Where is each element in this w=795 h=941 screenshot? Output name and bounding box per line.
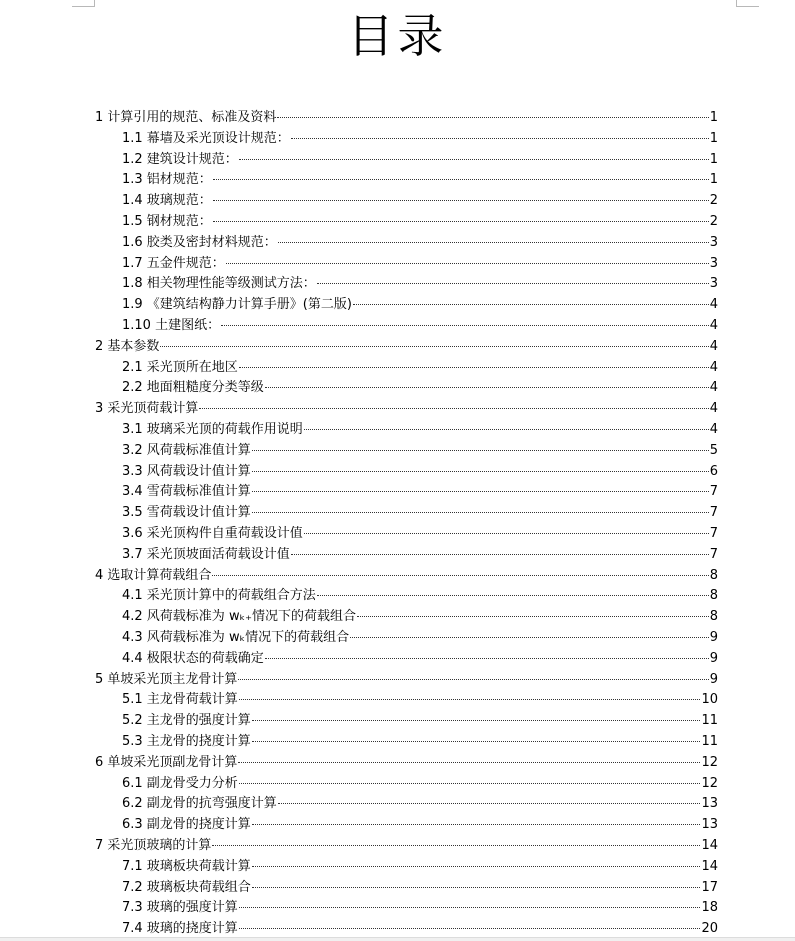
- toc-entry-title: 1.5 钢材规范：: [122, 214, 212, 229]
- toc-entry-section[interactable]: [122, 815, 718, 836]
- toc-entry-section[interactable]: [122, 254, 718, 275]
- toc-entry-section[interactable]: [122, 545, 718, 566]
- toc-entry-title: 6.3 副龙骨的挠度计算: [122, 817, 251, 833]
- toc-dot-leader: [252, 824, 701, 825]
- toc-page-number: 7: [709, 484, 718, 500]
- toc-entry-section[interactable]: [122, 711, 718, 732]
- toc-dot-leader: [239, 907, 701, 908]
- toc-entry-title: 3.3 风荷载设计值计算: [122, 463, 251, 479]
- toc-dot-leader: [278, 242, 709, 243]
- toc-page-number: 8: [709, 567, 718, 583]
- toc-entry-section[interactable]: [122, 857, 718, 878]
- toc-page-number: 3: [709, 255, 718, 271]
- toc-entry-title: 3 采光顶荷载计算: [95, 401, 199, 417]
- toc-dot-leader: [291, 554, 709, 555]
- toc-dot-leader: [353, 304, 709, 305]
- toc-entry-section[interactable]: [122, 898, 718, 919]
- toc-entry-title: 7.2 玻璃板块荷载组合: [122, 879, 251, 895]
- toc-dot-leader: [252, 741, 701, 742]
- toc-dot-leader: [252, 512, 709, 513]
- toc-entry-title: 4.1 采光顶计算中的荷载组合方法: [122, 588, 316, 604]
- toc-entry-section[interactable]: [122, 129, 718, 150]
- toc-dot-leader: [239, 699, 701, 700]
- toc-dot-leader: [239, 159, 709, 160]
- toc-entry-section[interactable]: [122, 295, 718, 316]
- toc-entry-section[interactable]: [122, 503, 718, 524]
- toc-dot-leader: [357, 616, 709, 617]
- toc-dot-leader: [213, 200, 709, 201]
- toc-entry-section[interactable]: [122, 191, 718, 212]
- toc-dot-leader: [252, 866, 701, 867]
- toc-dot-leader: [291, 138, 709, 139]
- toc-page-number: 7: [709, 505, 718, 521]
- page-title: 目录: [347, 9, 448, 63]
- toc-page-number: 9: [709, 671, 718, 687]
- toc-entry-title: 5.3 主龙骨的挠度计算: [122, 734, 251, 749]
- toc-entry-title: 1.7 五金件规范：: [122, 255, 225, 271]
- toc-entry-section[interactable]: [122, 919, 718, 940]
- toc-entry-section[interactable]: [122, 150, 718, 171]
- toc-page-number: 7: [709, 526, 718, 541]
- toc-dot-leader: [212, 845, 700, 846]
- toc-entry-title: 3.5 雪荷载设计值计算: [122, 505, 251, 521]
- toc-entry-title: 1.1 幕墙及采光顶设计规范：: [122, 130, 290, 146]
- toc-dot-leader: [221, 325, 709, 326]
- toc-page-number: 1: [709, 172, 718, 188]
- toc-entry-title: 1.9 《建筑结构静力计算手册》(第二版): [122, 297, 352, 313]
- toc-entry-title: 1.8 相关物理性能等级测试方法：: [122, 276, 316, 292]
- toc-entry-section[interactable]: [122, 649, 718, 670]
- toc-dot-leader: [252, 471, 709, 472]
- toc-entry-title: 5 单坡采光顶主龙骨计算: [95, 671, 238, 687]
- toc-dot-leader: [278, 803, 701, 804]
- toc-entry-title: 6.1 副龙骨受力分析: [122, 775, 238, 791]
- toc-entry-section[interactable]: [122, 690, 718, 711]
- toc-entry-title: 2.2 地面粗糙度分类等级: [122, 380, 264, 396]
- toc-page-number: 4: [709, 338, 718, 354]
- toc-dot-leader: [212, 575, 708, 576]
- toc-dot-leader: [317, 283, 709, 284]
- toc-dot-leader: [304, 533, 709, 534]
- toc-dot-leader: [160, 346, 708, 347]
- toc-entry-title: 7.3 玻璃的强度计算: [122, 900, 238, 916]
- toc-dot-leader: [265, 387, 709, 388]
- toc-page-number: 13: [701, 796, 718, 812]
- toc-dot-leader: [350, 637, 709, 638]
- toc-page-number: 3: [709, 276, 718, 292]
- toc-page-number: 1: [709, 151, 718, 167]
- toc-dot-leader: [252, 491, 709, 492]
- toc-dot-leader: [252, 887, 701, 888]
- toc-page-number: 12: [701, 754, 718, 770]
- toc-entry-section[interactable]: [122, 420, 718, 441]
- toc-page-number: 3: [709, 234, 718, 250]
- toc-page-number: 14: [701, 858, 718, 874]
- toc-page-number: 4: [709, 401, 718, 417]
- toc-entry-title: 4.2 风荷载标准为 wₖ₊情况下的荷载组合: [122, 609, 356, 625]
- toc-entry-section[interactable]: [122, 274, 718, 295]
- toc-page-number: 14: [701, 838, 718, 853]
- toc-entry-title: 3.2 风荷载标准值计算: [122, 442, 251, 458]
- toc-dot-leader: [252, 450, 709, 451]
- toc-entry-title: 3.6 采光顶构件自重荷载设计值: [122, 526, 303, 541]
- toc-entry-title: 6 单坡采光顶副龙骨计算: [95, 754, 238, 770]
- toc-entry-section[interactable]: [122, 462, 718, 483]
- toc-entry-title: 2.1 采光顶所在地区: [122, 359, 238, 375]
- toc-entry-chapter[interactable]: [95, 108, 718, 129]
- toc-entry-title: 6.2 副龙骨的抗弯强度计算: [122, 796, 277, 812]
- toc-page-number: 11: [701, 713, 718, 729]
- toc-dot-leader: [199, 408, 708, 409]
- toc-entry-section[interactable]: [122, 878, 718, 899]
- toc-entry-section[interactable]: [122, 378, 718, 399]
- toc-entry-chapter[interactable]: [95, 753, 718, 774]
- page-corner-mark-right: [736, 0, 759, 7]
- toc-entry-section[interactable]: [122, 233, 718, 254]
- toc-dot-leader: [239, 367, 709, 368]
- toc-entry-title: 1.6 胶类及密封材料规范：: [122, 234, 277, 250]
- toc-entry-title: 5.1 主龙骨荷载计算: [122, 692, 238, 708]
- toc-entry-chapter[interactable]: [95, 670, 718, 691]
- toc-page-number: 4: [709, 380, 718, 396]
- toc-entry-title: 7.4 玻璃的挠度计算: [122, 921, 238, 937]
- toc-dot-leader: [252, 720, 701, 721]
- toc-page-number: 4: [709, 422, 718, 437]
- toc-dot-leader: [239, 783, 701, 784]
- toc-entry-section[interactable]: [122, 212, 718, 233]
- toc-entry-section[interactable]: [122, 732, 718, 753]
- toc-dot-leader: [213, 179, 709, 180]
- toc-entry-title: 1 计算引用的规范、标准及资料: [95, 110, 277, 125]
- toc-entry-section[interactable]: [122, 170, 718, 191]
- toc-entry-title: 7 采光顶玻璃的计算: [95, 838, 212, 853]
- toc-page-number: 4: [709, 359, 718, 375]
- toc-page-number: 5: [709, 442, 718, 458]
- toc-entry-section[interactable]: [122, 774, 718, 795]
- toc-entry-chapter[interactable]: [95, 337, 718, 358]
- toc-dot-leader: [226, 263, 709, 264]
- toc-page-number: 4: [709, 318, 718, 333]
- toc-entry-section[interactable]: [122, 482, 718, 503]
- toc-page-number: 2: [709, 193, 718, 209]
- toc-dot-leader: [238, 762, 700, 763]
- toc-entry-section[interactable]: [122, 586, 718, 607]
- toc-page-number: 2: [709, 214, 718, 229]
- toc-entry-title: 4.3 风荷载标准为 wₖ情况下的荷载组合: [122, 630, 350, 645]
- toc-entry-section[interactable]: [122, 358, 718, 379]
- toc-dot-leader: [304, 429, 709, 430]
- toc-entry-title: 3.1 玻璃采光顶的荷载作用说明: [122, 422, 303, 437]
- toc-entry-chapter[interactable]: [95, 399, 718, 420]
- toc-page-number: 10: [701, 692, 718, 708]
- toc-dot-leader: [213, 221, 709, 222]
- toc-entry-chapter[interactable]: [95, 836, 718, 857]
- toc-page-number: 11: [701, 734, 718, 749]
- toc-dot-leader: [239, 928, 701, 929]
- toc-page-number: 4: [709, 297, 718, 313]
- toc-entry-section[interactable]: [122, 628, 718, 649]
- toc-entry-title: 3.7 采光顶坡面活荷载设计值: [122, 546, 290, 562]
- toc-entry-section[interactable]: [122, 441, 718, 462]
- toc-entry-chapter[interactable]: [95, 566, 718, 587]
- toc-dot-leader: [238, 679, 708, 680]
- toc-dot-leader: [265, 658, 709, 659]
- toc-entry-title: 4 选取计算荷载组合: [95, 567, 212, 583]
- toc-page-number: 13: [701, 817, 718, 833]
- toc-entry-title: 2 基本参数: [95, 338, 160, 354]
- toc-page-number: 12: [701, 775, 718, 791]
- toc-page-number: 1: [709, 110, 718, 125]
- toc-entry-section[interactable]: [122, 524, 718, 545]
- toc-page-number: 6: [709, 463, 718, 479]
- page-corner-mark-left: [72, 0, 95, 7]
- toc-dot-leader: [317, 595, 709, 596]
- toc-entry-section[interactable]: [122, 316, 718, 337]
- toc-page-number: 9: [709, 630, 718, 645]
- toc-page-number: 8: [709, 588, 718, 604]
- toc-entry-title: 7.1 玻璃板块荷载计算: [122, 858, 251, 874]
- toc-page-number: 1: [709, 130, 718, 146]
- toc-page-number: 18: [701, 900, 718, 916]
- toc-page-number: 7: [709, 546, 718, 562]
- toc-entry-title: 1.3 铝材规范：: [122, 172, 212, 188]
- toc-dot-leader: [277, 117, 708, 118]
- toc-entry-title: 1.10 土建图纸：: [122, 318, 221, 333]
- toc-entry-title: 3.4 雪荷载标准值计算: [122, 484, 251, 500]
- toc-page-number: 20: [701, 921, 718, 937]
- toc-page-number: 9: [709, 650, 718, 666]
- toc-page-number: 8: [709, 609, 718, 625]
- toc-entry-title: 4.4 极限状态的荷载确定: [122, 650, 264, 666]
- toc-entry-title: 1.4 玻璃规范：: [122, 193, 212, 209]
- toc-entry-title: 5.2 主龙骨的强度计算: [122, 713, 251, 729]
- toc-entry-title: 1.2 建筑设计规范：: [122, 151, 238, 167]
- toc-entry-section[interactable]: [122, 607, 718, 628]
- toc-page-number: 17: [701, 879, 718, 895]
- toc-entry-section[interactable]: [122, 794, 718, 815]
